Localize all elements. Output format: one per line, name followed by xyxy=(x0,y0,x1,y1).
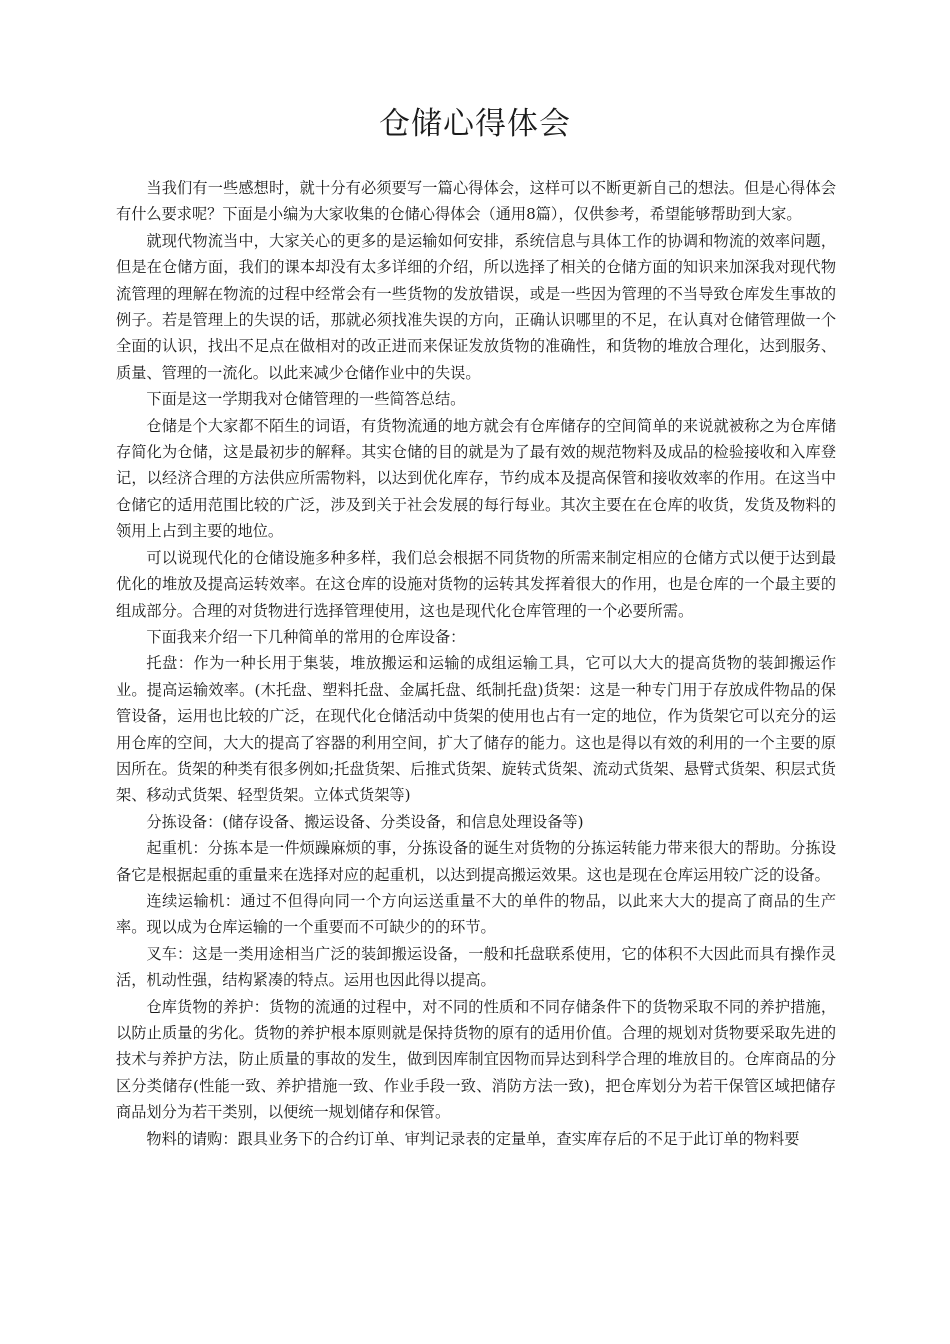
paragraph-sorting-equipment: 分拣设备：(储存设备、搬运设备、分类设备，和信息处理设备等) xyxy=(146,812,584,831)
paragraph-equipment-intro: 下面我来介绍一下几种简单的常用的仓库设备： xyxy=(146,627,466,646)
paragraph-warehousing-definition: 仓储是个大家都不陌生的词语，有货物流通的地方就会有仓库储存的空间简单的来说就被称之为仓库储存简化为仓储，这是最初步的解释。其实仓储的目的就是为了最有效的规范物料及成品的检验接收和入库登记，以经济合理的方法供应所需物料，以达到优化库存，节约成本及提高保管和接收效率的作用。在这当中仓储它的适用范围比较的广泛，涉及到关于社会发展的每行每业。其次主要在在仓库的收货，发货及物料的领用上占到主要的地位。 xyxy=(116,416,836,541)
paragraph-material-purchase: 物料的请购：跟具业务下的合约订单、审判记录表的定量单，查实库存后的不足于此订单的物料要 xyxy=(146,1129,800,1148)
paragraph-modern-logistics: 就现代物流当中，大家关心的更多的是运输如何安排，系统信息与具体工作的协调和物流的效率问题，但是在仓储方面，我们的课本却没有太多详细的介绍，所以选择了相关的仓储方面的知识来加深我对现代物流管理的理解在物流的过程中经常会有一些货物的发放错误，或是一些因为管理的不当导致仓库发生事故的例子。若是管理上的失误的话，那就必须找准失误的方向，正确认识哪里的不足，在认真对仓储管理做一个全面的认识，找出不足点在做相对的改正进而来保证发放货物的准确性，和货物的堆放合理化，达到服务、质量、管理的一流化。以此来减少仓储作业中的失误。 xyxy=(116,231,836,382)
paragraph-forklift: 叉车：这是一类用途相当广泛的装卸搬运设备，一般和托盘联系使用，它的体积不大因此而具有操作灵活，机动性强，结构紧凑的特点。运用也因此得以提高。 xyxy=(116,944,836,990)
paragraph-conveyor: 连续运输机：通过不但得向同一个方向运送重量不大的单件的物品，以此来大大的提高了商品的生产率。现以成为仓库运输的一个重要而不可缺少的的环节。 xyxy=(116,891,836,937)
paragraph-pallet-shelf: 托盘：作为一种长用于集装，堆放搬运和运输的成组运输工具，它可以大大的提高货物的装卸搬运作业。提高运输效率。(木托盘、塑料托盘、金属托盘、纸制托盘)货架：这是一种专门用于存放成件物品的保管设备，运用也比较的广泛，在现代化仓储活动中货架的使用也占有一定的地位，作为货架它可以充分的运用仓库的空间，大大的提高了容器的利用空间，扩大了储存的能力。这也是得以有效的利用的一个主要的原因所在。货架的种类有很多例如;托盘货架、后推式货架、旋转式货架、流动式货架、悬臂式货架、积层式货架、移动式货架、轻型货架。立体式货架等) xyxy=(116,654,836,805)
paragraph-crane: 起重机：分拣本是一件烦躁麻烦的事，分拣设备的诞生对货物的分拣运转能力带来很大的帮助。分拣设备它是根据起重的重量来在选择对应的起重机，以达到提高搬运效果。这也是现在仓库运用较广泛的设备。 xyxy=(116,839,836,884)
paragraph-intro: 当我们有一些感想时，就十分有必须要写一篇心得体会，这样可以不断更新自己的想法。但是心得体会有什么要求呢？下面是小编为大家收集的仓储心得体会（通用8篇），仅供参考，希望能够帮助到大家。 xyxy=(116,179,836,224)
document-title: 仓储心得体会 xyxy=(379,106,571,142)
document-body xyxy=(116,175,836,1152)
paragraph-facilities: 可以说现代化的仓储设施多种多样，我们总会根据不同货物的所需来制定相应的仓储方式以便于达到最优化的堆放及提高运转效率。在这仓库的设施对货物的运转其发挥着很大的作用，也是仓库的一个最主要的组成部分。合理的对货物进行选择管理使用，这也是现代化仓库管理的一个必要所需。 xyxy=(116,548,836,620)
paragraph-summary-intro: 下面是这一学期我对仓储管理的一些简答总结。 xyxy=(146,390,466,409)
paragraph-goods-maintenance: 仓库货物的养护：货物的流通的过程中，对不同的性质和不同存储条件下的货物采取不同的养护措施，以防止质量的劣化。货物的养护根本原则就是保持货物的原有的适用价值。合理的规划对货物要采取先进的技术与养护方法，防止质量的事故的发生，做到因库制宜因物而异达到科学合理的堆放目的。仓库商品的分区分类储存(性能一致、养护措施一致、作业手段一致、消防方法一致)，把仓库划分为若干保管区域把储存商品划分为若干类别，以便统一规划储存和保管。 xyxy=(116,997,836,1122)
